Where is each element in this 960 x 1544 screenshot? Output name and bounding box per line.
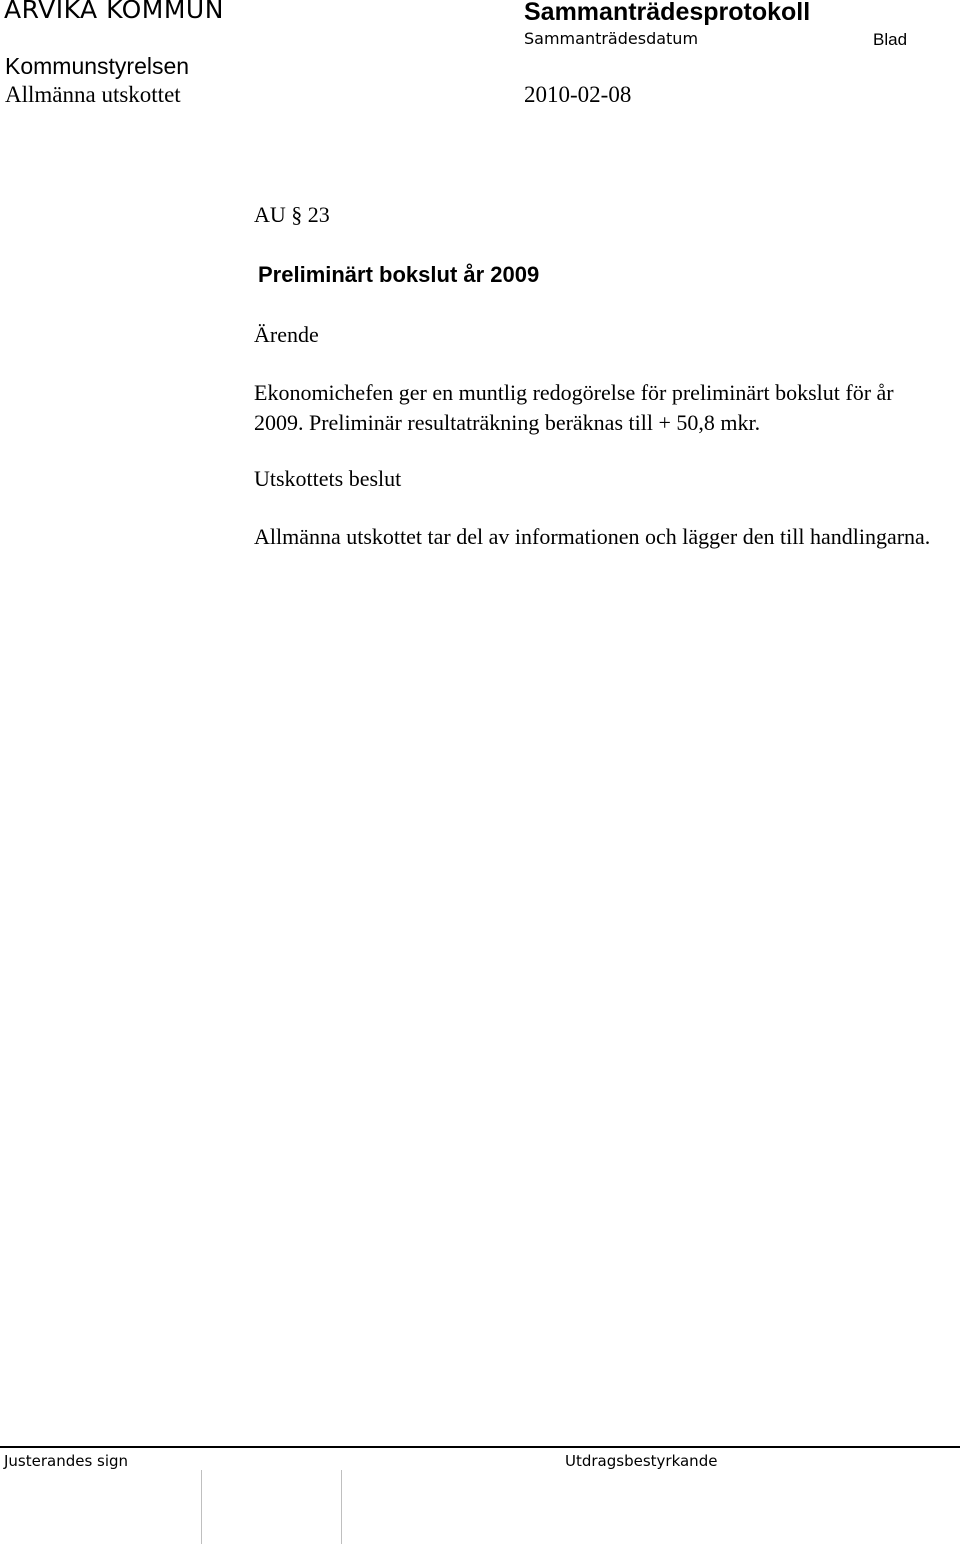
meeting-date: 2010-02-08	[524, 82, 632, 107]
case-title: Preliminärt bokslut år 2009	[258, 262, 540, 287]
matter-text: Ekonomichefen ger en muntlig redogörelse för preliminärt bokslut för år 2009. Preliminär resultaträkning beräknas till + 50,8 mkr.	[254, 380, 894, 435]
footer-divider	[0, 1446, 960, 1448]
document-title: Sammanträdesprotokoll	[524, 0, 811, 26]
section-number: AU § 23	[254, 202, 330, 227]
organization-name: ARVIKA KOMMUN	[4, 0, 224, 24]
signature-label: Justerandes sign	[4, 1452, 129, 1470]
signature-box-divider	[341, 1470, 342, 1544]
certification-label: Utdragsbestyrkande	[565, 1452, 718, 1470]
decision-text: Allmänna utskottet tar del av informationen och lägger den till handlingarna.	[254, 524, 931, 549]
signature-box-divider	[201, 1470, 202, 1544]
committee-name: Allmänna utskottet	[5, 82, 181, 107]
board-name: Kommunstyrelsen	[5, 53, 190, 79]
sheet-label: Blad	[873, 30, 908, 49]
decision-heading: Utskottets beslut	[254, 466, 402, 491]
meeting-date-label: Sammanträdesdatum	[524, 29, 699, 48]
document-body	[254, 200, 944, 552]
matter-heading: Ärende	[254, 322, 319, 347]
